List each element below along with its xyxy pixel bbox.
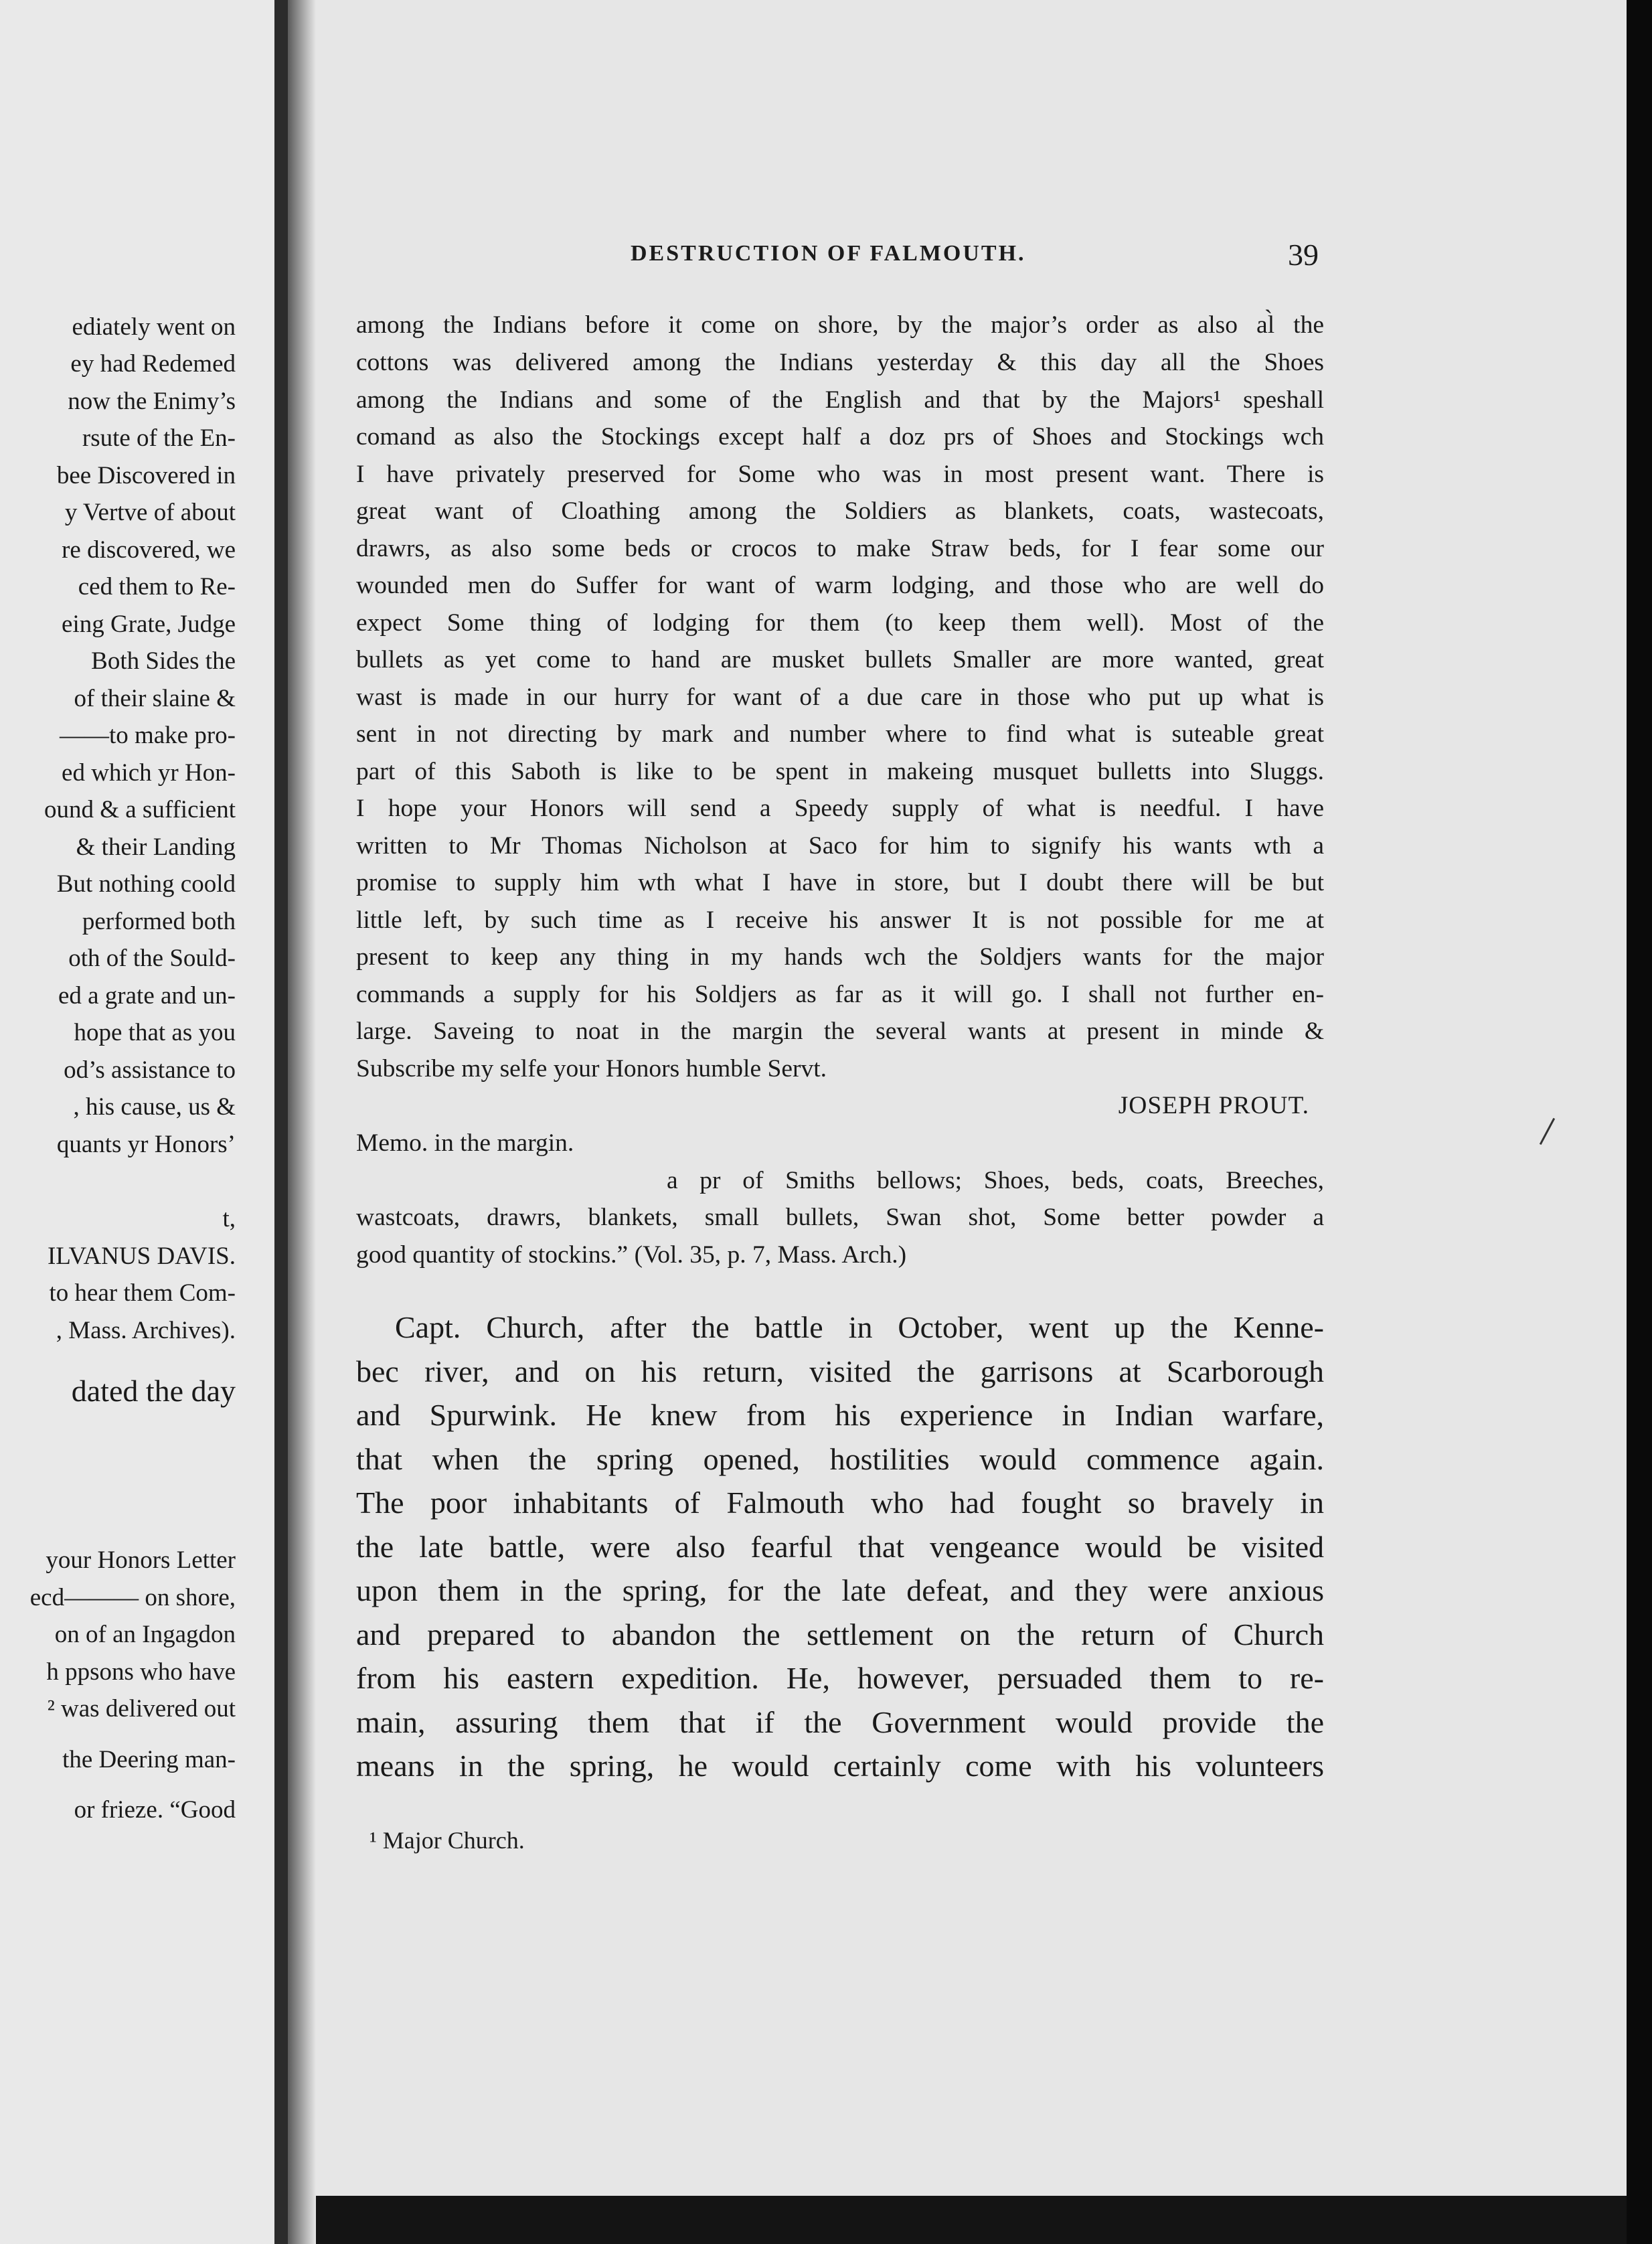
left-page-line: oth of the Sould- — [68, 945, 236, 972]
facing-page-fragment — [0, 0, 274, 2244]
letter-line: little left, by such time as I receive his answer It is not possible for me at — [356, 906, 1324, 934]
page-bottom-shadow — [316, 2196, 1627, 2244]
gutter-shadow — [288, 0, 316, 2244]
letter-line: promise to supply him wth what I have in store, but I doubt there will be but — [356, 869, 1324, 896]
left-page-line: performed both — [82, 908, 236, 935]
left-page-line: hope that as you — [74, 1019, 236, 1046]
running-head: DESTRUCTION OF FALMOUTH. — [631, 241, 1026, 266]
memo-line: good quantity of stockins.” (Vol. 35, p. 7, Mass. Arch.) — [356, 1241, 907, 1269]
page-number: 39 — [1288, 238, 1319, 272]
left-page-line: ey had Redemed — [70, 350, 236, 378]
left-page-line: t, — [222, 1205, 236, 1232]
left-page-line: , Mass. Archives). — [56, 1317, 236, 1344]
page-header — [316, 238, 1627, 274]
memo-heading: Memo. in the margin. — [356, 1129, 574, 1157]
body-line: means in the spring, he would certainly come with his volunteers — [356, 1749, 1324, 1783]
left-page-line: dated the day — [71, 1374, 236, 1408]
letter-line: present to keep any thing in my hands wch the Soldjers wants for the major — [356, 943, 1324, 971]
letter-line: great want of Cloathing among the Soldiers as blankets, coats, wastecoats, — [356, 497, 1324, 525]
left-page-line: eing Grate, Judge — [62, 611, 236, 638]
left-page-line: quants yr Honors’ — [56, 1131, 236, 1158]
left-page-line: Both Sides the — [91, 647, 236, 675]
letter-line: bullets as yet come to hand are musket bullets Smaller are more wanted, great — [356, 646, 1324, 673]
body-line: The poor inhabitants of Falmouth who had fought so bravely in — [356, 1486, 1324, 1520]
left-page-line: & their Landing — [76, 833, 236, 861]
left-page-line: ed a grate and un- — [58, 982, 236, 1010]
left-page-line: ——to make pro- — [59, 722, 236, 749]
page-edge-shadow — [1627, 0, 1652, 2244]
left-page-line: ecd——— on shore, — [29, 1584, 236, 1611]
left-page-line: to hear them Com- — [49, 1279, 236, 1307]
left-page-line: ² was delivered out — [47, 1695, 236, 1722]
left-page-line: re discovered, we — [62, 536, 236, 564]
letter-line: among the Indians and some of the English and that by the Majors¹ speshall — [356, 386, 1324, 414]
letter-line: I hope your Honors will send a Speedy supply of what is needful. I have — [356, 795, 1324, 822]
letter-line: comand as also the Stockings except half a doz prs of Shoes and Stockings wch — [356, 423, 1324, 451]
left-page-line: bee Discovered in — [56, 462, 236, 489]
left-page-line: your Honors Letter — [46, 1546, 236, 1574]
left-page-line: ound & a sufficient — [44, 796, 236, 823]
letter-line: sent in not directing by mark and number where to find what is suteable great — [356, 720, 1324, 748]
left-page-line: now the Enimy’s — [68, 388, 236, 415]
letter-line: Subscribe my selfe your Honors humble Servt. — [356, 1055, 827, 1083]
left-page-line: or frieze. “Good — [74, 1796, 236, 1824]
body-line: the late battle, were also fearful that vengeance would be visited — [356, 1530, 1324, 1564]
page-39 — [316, 0, 1627, 2196]
letter-line: written to Mr Thomas Nicholson at Saco for him to signify his wants wth a — [356, 832, 1324, 860]
letter-line: among the Indians before it come on shore, by the major’s order as also al̀ the — [356, 311, 1324, 339]
left-page-line: of their slaine & — [74, 685, 236, 712]
body-line: and Spurwink. He knew from his experience in Indian warfare, — [356, 1398, 1324, 1432]
letter-line: part of this Saboth is like to be spent in makeing musquet bulletts into Sluggs. — [356, 758, 1324, 785]
body-line: upon them in the spring, for the late defeat, and they were anxious — [356, 1573, 1324, 1607]
letter-signature: JOSEPH PROUT. — [1118, 1092, 1309, 1119]
letter-line: drawrs, as also some beds or crocos to make Straw beds, for I fear some our — [356, 535, 1324, 562]
pencil-mark — [1540, 1118, 1555, 1145]
left-page-line: ediately went on — [72, 313, 236, 341]
letter-line: wounded men do Suffer for want of warm lodging, and those who are well do — [356, 572, 1324, 599]
body-line: that when the spring opened, hostilities would commence again. — [356, 1442, 1324, 1476]
left-page-line: , his cause, us & — [73, 1093, 236, 1121]
letter-line: large. Saveing to noat in the margin the several wants at present in minde & — [356, 1018, 1324, 1045]
left-page-line: ILVANUS DAVIS. — [47, 1243, 236, 1270]
left-page-line: rsute of the En- — [82, 424, 236, 452]
left-page-line: on of an Ingagdon — [54, 1621, 236, 1648]
letter-line: commands a supply for his Soldjers as far as it will go. I shall not further en- — [356, 981, 1324, 1008]
left-page-line: h ppsons who have — [46, 1658, 236, 1686]
left-page-line: od’s assistance to — [64, 1056, 236, 1084]
left-page-line: the Deering man- — [62, 1746, 236, 1773]
letter-line: expect Some thing of lodging for them (to keep them well). Most of the — [356, 609, 1324, 637]
body-line: main, assuring them that if the Government would provide the — [356, 1705, 1324, 1739]
book-gutter — [274, 0, 288, 2244]
letter-line: I have privately preserved for Some who was in most present want. There is — [356, 461, 1324, 488]
left-page-line: ed which yr Hon- — [62, 759, 236, 787]
left-page-line: y Vertve of about — [64, 499, 236, 526]
left-page-line: ced them to Re- — [78, 573, 236, 600]
letter-line: wast is made in our hurry for want of a due care in those who put up what is — [356, 684, 1324, 711]
memo-line: a pr of Smiths bellows; Shoes, beds, coats, Breeches, — [667, 1167, 1324, 1194]
footnote: ¹ Major Church. — [369, 1827, 525, 1854]
memo-line: wastcoats, drawrs, blankets, small bullets, Swan shot, Some better powder a — [356, 1204, 1324, 1231]
body-line: from his eastern expedition. He, however, persuaded them to re- — [356, 1661, 1324, 1695]
body-line: Capt. Church, after the battle in October, went up the Kenne- — [395, 1310, 1324, 1344]
letter-line: cottons was delivered among the Indians yesterday & this day all the Shoes — [356, 349, 1324, 376]
body-line: and prepared to abandon the settlement on the return of Church — [356, 1617, 1324, 1652]
body-line: bec river, and on his return, visited the garrisons at Scarborough — [356, 1354, 1324, 1388]
left-page-line: But nothing coold — [56, 870, 236, 898]
